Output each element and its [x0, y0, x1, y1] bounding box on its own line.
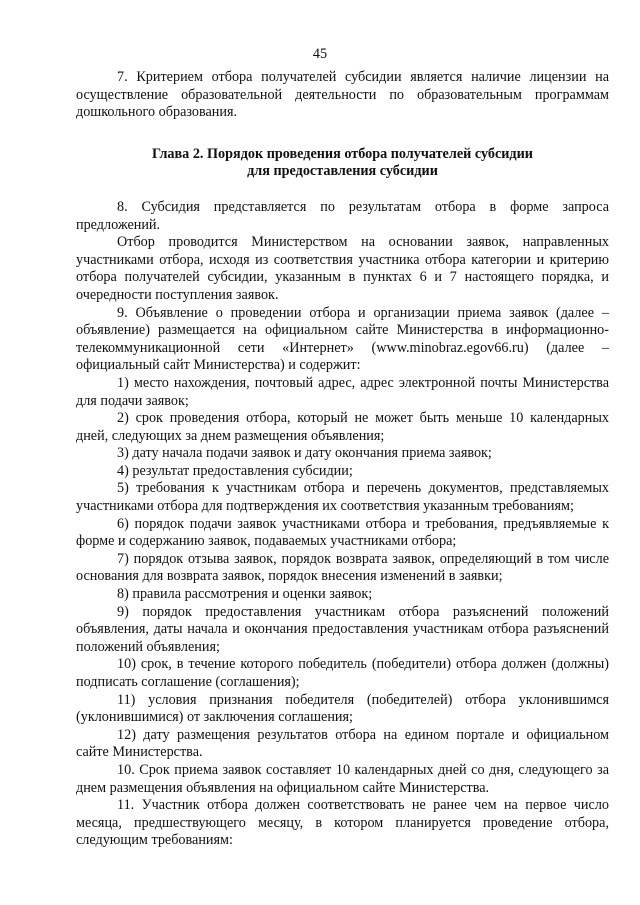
- list-item-3: 3) дату начала подачи заявок и дату окончания приема заявок;: [117, 445, 492, 462]
- paragraph-11: 11. Участник отбора должен соответствовать не ранее чем на первое число месяца, предшествующего месяцу, в котором планируется проведение отбора, следующим требованиям:: [76, 797, 609, 849]
- list-item-7: 7) порядок отзыва заявок, порядок возврата заявок, определяющий в том числе основания для возврата заявок, порядок внесения изменений в заявки;: [76, 550, 609, 585]
- list-item-5: 5) требования к участникам отбора и перечень документов, представляемых участниками отбора для подтверждения их соответствия указанным требованиям;: [76, 480, 609, 515]
- page-number: 45: [312, 46, 328, 62]
- chapter-heading: [76, 146, 609, 181]
- list-item-9: 9) порядок предоставления участникам отбора разъяснений положений объявления, даты начала и окончания предоставления участникам отбора разъяснений положений объявления;: [76, 603, 609, 655]
- paragraph-7: 7. Критерием отбора получателей субсидии является наличие лицензии на осуществление образовательной деятельности по образовательным программам дошкольного образования.: [76, 69, 609, 121]
- chapter-heading-line-2: для предоставления субсидии: [247, 163, 438, 180]
- list-item-12: 12) дату размещения результатов отбора на едином портале и официальном сайте Министерства.: [76, 726, 609, 761]
- paragraph-8: 8. Субсидия представляется по результатам отбора в форме запроса предложений.: [76, 198, 609, 233]
- list-item-10: 10) срок, в течение которого победитель (победители) отбора должен (должны) подписать соглашение (соглашения);: [76, 656, 609, 690]
- list-item-11: 11) условия признания победителя (победителей) отбора уклонившимся (уклонившимися) от заключения соглашения;: [76, 691, 609, 726]
- chapter-heading-line-1: Глава 2. Порядок проведения отбора получателей субсидии: [152, 145, 533, 162]
- list-item-4: 4) результат предоставления субсидии;: [117, 462, 353, 479]
- document-body: [76, 69, 609, 850]
- list-item-8: 8) правила рассмотрения и оценки заявок;: [117, 586, 373, 603]
- list-item-2: 2) срок проведения отбора, который не может быть меньше 10 календарных дней, следующих за днем размещения объявления;: [76, 410, 609, 444]
- paragraph-selection-basis: Отбор проводится Министерством на основании заявок, направленных участниками отбора, исходя из соответствия участника отбора категории и критерию отбора получателей субсидии, указанным в пунктах 6 и 7 настоящего порядка, и очередности поступления заявок.: [76, 234, 609, 303]
- paragraph-10: 10. Срок приема заявок составляет 10 календарных дней со дня, следующего за днем размещения объявления на официальном сайте Министерства.: [76, 761, 609, 796]
- paragraph-9: 9. Объявление о проведении отбора и организации приема заявок (далее – объявление) размещается на официальном сайте Министерства в информационно-телекоммуникационной сети «Интернет» (www.minobraz.egov66.ru) (далее – официальный сайт Министерства) и содержит:: [76, 304, 609, 374]
- list-item-1: 1) место нахождения, почтовый адрес, адрес электронной почты Министерства для подачи заявок;: [76, 374, 609, 409]
- list-item-6: 6) порядок подачи заявок участниками отбора и требования, предъявляемые к форме и содержанию заявок, подаваемых участниками отбора;: [76, 515, 609, 550]
